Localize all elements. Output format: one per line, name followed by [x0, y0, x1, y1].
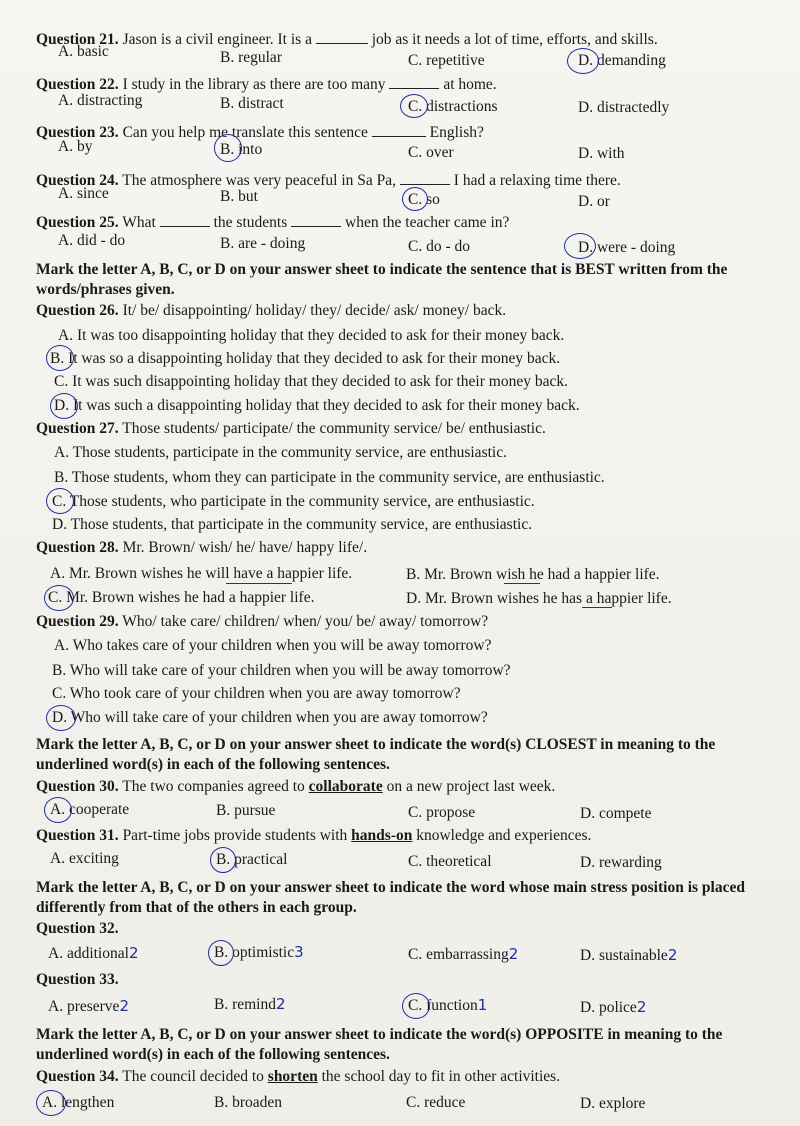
option-b[interactable]: B. are - doing	[220, 235, 306, 252]
question-29	[36, 614, 488, 630]
option-b[interactable]: B. Who will take care of your children when you will be away tomorrow?	[52, 662, 511, 679]
option-a[interactable]: A. Who takes care of your children when you will be away tomorrow?	[54, 637, 492, 654]
question-text: job as it needs a lot of time, efforts, and skills.	[371, 30, 658, 48]
question-33	[36, 972, 119, 988]
question-label: Question 23.	[36, 123, 119, 141]
option-c[interactable]: C. distractions	[408, 98, 498, 115]
question-text: Part-time jobs provide students with	[122, 827, 348, 844]
question-34	[36, 1069, 560, 1085]
option-c[interactable]	[408, 945, 519, 963]
option-d[interactable]: D. Mr. Brown wishes he has a happier life.	[406, 590, 672, 607]
option-c[interactable]: C. theoretical	[408, 853, 492, 870]
question-text: The atmosphere was very peaceful in Sa Pa,	[122, 171, 397, 189]
underline-mark	[582, 607, 612, 608]
option-b[interactable]: B. practical	[216, 851, 288, 868]
option-d[interactable]: D. distractedly	[578, 99, 670, 116]
option-c[interactable]	[408, 996, 488, 1014]
option-a[interactable]	[48, 944, 139, 962]
question-label: Question 34.	[36, 1068, 119, 1085]
question-text: when the teacher came in?	[345, 213, 510, 231]
question-32	[36, 921, 119, 937]
question-prompt: Those students/ participate/ the community service/ be/ enthusiastic.	[122, 420, 546, 437]
option-b[interactable]: B. It was so a disappointing holiday that they decided to ask for their money back.	[50, 350, 561, 367]
option-b[interactable]: B. Mr. Brown wish he had a happier life.	[406, 566, 660, 583]
stress-mark: 2	[128, 944, 139, 962]
question-text: The two companies agreed to	[122, 778, 305, 795]
option-d[interactable]: D. or	[578, 193, 610, 210]
option-b-label: B. optimistic	[214, 944, 295, 961]
question-25	[36, 212, 509, 230]
option-a[interactable]: A. Mr. Brown wishes he will have a happier life.	[50, 565, 353, 582]
option-a[interactable]: A. cooperate	[50, 801, 130, 818]
option-c-label: C. embarrassing	[408, 946, 509, 963]
section-instruction: Mark the letter A, B, C, or D on your answer sheet to indicate the word whose main stress position is placed differently from that of the others in each group.	[36, 879, 745, 917]
question-22	[36, 74, 497, 92]
option-c[interactable]: C. do - do	[408, 238, 470, 255]
option-d[interactable]: D. explore	[580, 1095, 646, 1112]
option-a[interactable]: A. Those students, participate in the community service, are enthusiastic.	[54, 444, 507, 461]
underline-mark	[226, 583, 292, 584]
question-label: Question 32.	[36, 920, 119, 937]
section-instruction: Mark the letter A, B, C, or D on your answer sheet to indicate the word(s) CLOSEST in meaning to the underlined word(s) in each of the following sentences.	[36, 736, 716, 774]
question-label: Question 33.	[36, 971, 119, 988]
question-31	[36, 828, 591, 844]
option-b-label: B. remind	[214, 996, 276, 1013]
underlined-word: hands-on	[351, 827, 413, 844]
question-26	[36, 303, 506, 319]
option-a[interactable]: A. by	[58, 138, 93, 155]
option-a[interactable]: A. since	[58, 185, 109, 202]
option-a[interactable]: A. basic	[58, 43, 109, 60]
question-prompt: Mr. Brown/ wish/ he/ have/ happy life/.	[122, 539, 368, 556]
question-text: Can you help me translate this sentence	[122, 123, 368, 141]
question-text: on a new project last week.	[386, 778, 556, 795]
option-c[interactable]: C. repetitive	[408, 52, 485, 69]
option-d[interactable]: D. It was such a disappointing holiday that they decided to ask for their money back.	[54, 397, 580, 414]
option-b[interactable]: B. distract	[220, 95, 284, 112]
question-text: English?	[429, 123, 484, 141]
option-d[interactable]: D. rewarding	[580, 854, 662, 871]
question-30	[36, 779, 555, 795]
option-a[interactable]: A. lengthen	[42, 1094, 115, 1111]
question-label: Question 22.	[36, 75, 119, 93]
option-c[interactable]: C. Who took care of your children when you are away tomorrow?	[52, 685, 461, 702]
question-text: the students	[213, 213, 288, 231]
question-21	[36, 29, 658, 47]
question-label: Question 28.	[36, 539, 119, 556]
answer-blank	[372, 122, 426, 137]
option-c[interactable]: C. Those students, who participate in the community service, are enthusiastic.	[52, 493, 535, 510]
question-text: The council decided to	[122, 1068, 264, 1085]
option-b[interactable]: B. into	[220, 141, 263, 158]
question-label: Question 26.	[36, 302, 119, 319]
stress-mark: 2	[508, 945, 519, 963]
option-d[interactable]: D. compete	[580, 805, 652, 822]
option-d[interactable]: D. were - doing	[578, 239, 676, 256]
option-c[interactable]: C. reduce	[406, 1094, 466, 1111]
option-a[interactable]: A. distracting	[58, 92, 143, 109]
question-text: Jason is a civil engineer. It is a	[122, 30, 312, 48]
option-c[interactable]: C. propose	[408, 804, 476, 821]
underline-mark	[504, 583, 540, 584]
answer-blank	[400, 170, 450, 185]
option-a[interactable]: A. It was too disappointing holiday that they decided to ask for their money back.	[58, 327, 565, 344]
option-a[interactable]: A. exciting	[50, 850, 119, 867]
option-d[interactable]	[580, 946, 678, 964]
option-d[interactable]: D. demanding	[578, 52, 666, 69]
question-label: Question 27.	[36, 420, 119, 437]
stress-mark: 2	[667, 946, 678, 964]
stress-mark: 3	[294, 943, 304, 961]
question-28	[36, 540, 367, 556]
option-d-label: D. sustainable	[580, 947, 668, 964]
option-c[interactable]: C. so	[408, 191, 440, 208]
answer-blank	[160, 212, 210, 227]
option-d[interactable]	[580, 998, 647, 1016]
section-instruction: Mark the letter A, B, C, or D on your answer sheet to indicate the word(s) OPPOSITE in meaning to the underlined word(s) in each of the following sentences.	[36, 1026, 723, 1064]
question-24	[36, 170, 621, 188]
question-text: I had a relaxing time there.	[453, 171, 621, 189]
section-instruction: Mark the letter A, B, C, or D on your answer sheet to indicate the sentence that is BEST written from the words/phrases given.	[36, 261, 728, 299]
option-a[interactable]: A. did - do	[58, 232, 126, 249]
option-c[interactable]: C. over	[408, 144, 454, 161]
question-prompt: Who/ take care/ children/ when/ you/ be/ away/ tomorrow?	[122, 613, 489, 630]
option-c[interactable]: C. Mr. Brown wishes he had a happier life.	[48, 589, 315, 606]
option-b[interactable]: B. but	[220, 188, 258, 205]
answer-blank	[316, 29, 368, 44]
question-label: Question 24.	[36, 171, 119, 189]
question-text: knowledge and experiences.	[416, 827, 592, 844]
question-text: What	[122, 213, 156, 231]
option-a-label: A. preserve	[48, 998, 120, 1015]
underlined-word: shorten	[267, 1068, 318, 1085]
option-a-label: A. additional	[48, 945, 129, 962]
option-b[interactable]	[214, 943, 304, 961]
question-27	[36, 421, 546, 437]
option-b[interactable]: B. pursue	[216, 802, 276, 819]
answer-blank	[389, 74, 439, 89]
question-23	[36, 122, 484, 140]
question-prompt: It/ be/ disappointing/ holiday/ they/ decide/ ask/ money/ back.	[122, 302, 507, 319]
underlined-word: collaborate	[308, 778, 383, 795]
question-label: Question 29.	[36, 613, 119, 630]
option-b[interactable]: B. regular	[220, 49, 282, 66]
option-c[interactable]: C. It was such disappointing holiday that they decided to ask for their money back.	[54, 373, 568, 390]
option-b[interactable]: B. Those students, whom they can participate in the community service, are enthusiastic.	[54, 469, 605, 486]
question-text: the school day to fit in other activities.	[321, 1068, 561, 1085]
question-label: Question 25.	[36, 213, 119, 231]
question-text: I study in the library as there are too many	[122, 75, 386, 93]
option-d[interactable]: D. with	[578, 145, 625, 162]
question-label: Question 30.	[36, 778, 119, 795]
stress-mark: 2	[119, 997, 129, 1015]
question-label: Question 21.	[36, 30, 119, 48]
option-b[interactable]: B. broaden	[214, 1094, 283, 1111]
option-d-label: D. police	[580, 999, 637, 1016]
stress-mark: 2	[636, 998, 647, 1016]
option-d[interactable]: D. Those students, that participate in the community service, are enthusiastic.	[52, 516, 533, 533]
option-d[interactable]: D. Who will take care of your children when you are away tomorrow?	[52, 709, 488, 726]
option-a[interactable]	[48, 997, 129, 1015]
answer-blank	[291, 212, 341, 227]
question-label: Question 31.	[36, 827, 119, 844]
option-c-label: C. function	[408, 997, 478, 1014]
question-text: at home.	[443, 75, 497, 93]
stress-mark: 1	[477, 996, 488, 1014]
stress-mark: 2	[276, 995, 286, 1013]
option-b[interactable]	[214, 995, 286, 1013]
